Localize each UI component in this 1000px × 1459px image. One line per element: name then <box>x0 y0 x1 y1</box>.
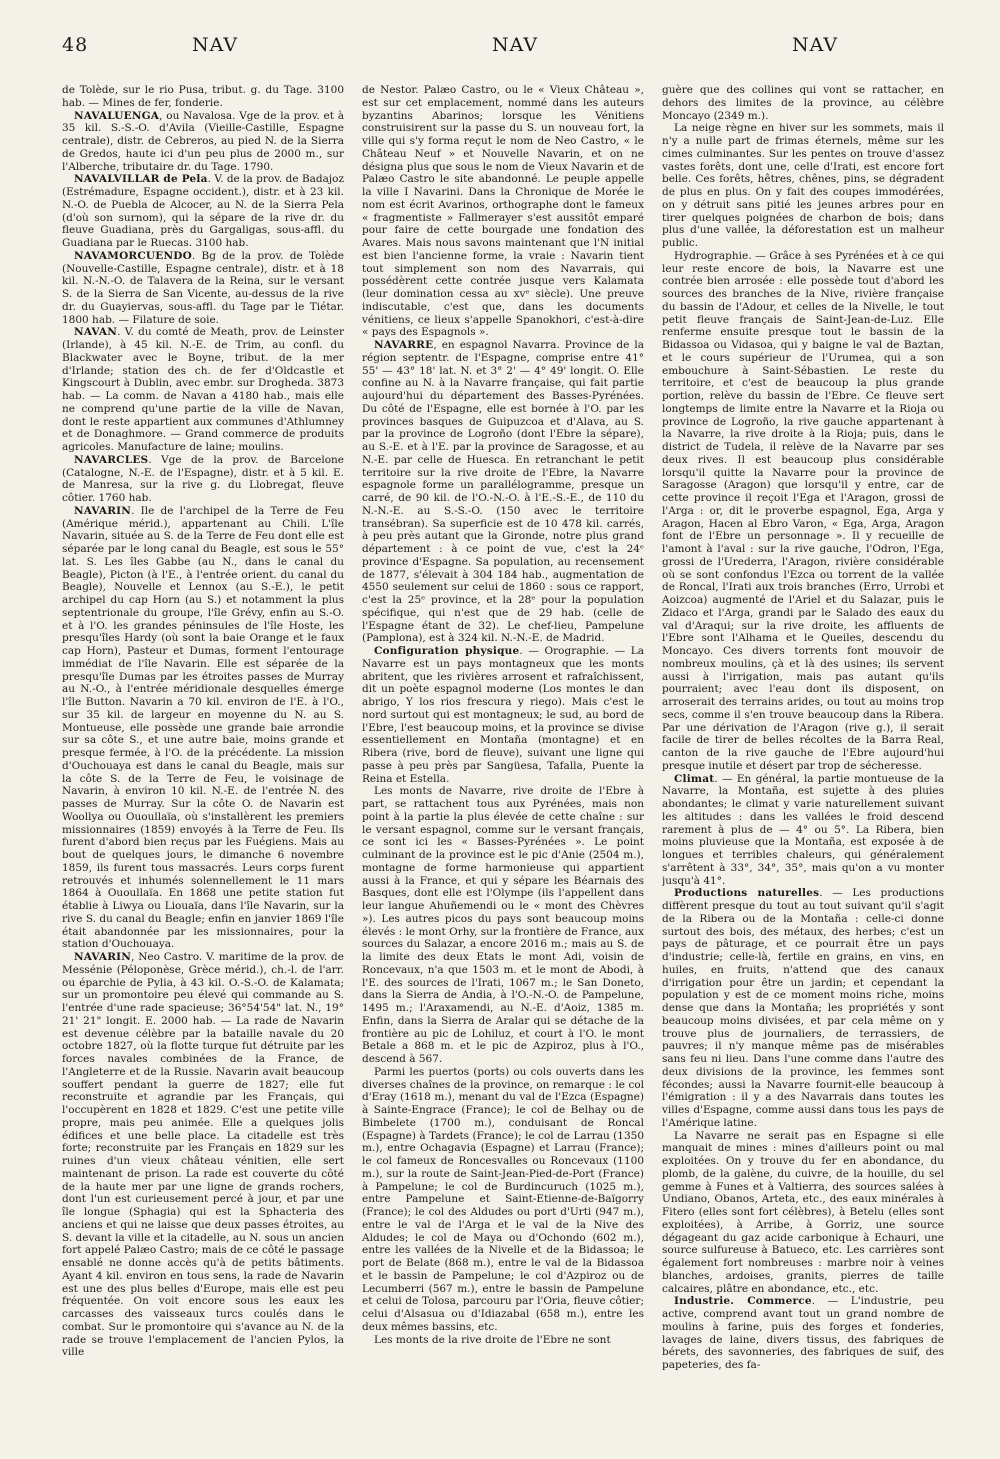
entry-text: . V. du comté de Meath, prov. de Leinster (Irlande), à 45 kil. N.-E. de Trim, au confl. du Blackwater avec le Boyne, tribut. de la mer d'Irlande; station des ch. de fer d'Oldcastle et Kingscourt à Dublin, avec embr. sur Drogheda. 3873 hab. — La comm. de Navan a 4180 hab., mais elle ne comprend qu'une partie de la ville de Navan, dont le reste appartient aux communes d'Athlumney et de Donaghmore. — Grand commerce de produits agricoles. Manufacture de laine; moulins. <box>62 326 344 453</box>
dictionary-entry <box>62 110 344 174</box>
entry-text: Les monts de Navarre, rive droite de l'Ebre à part, se rattachent tous aux Pyrénées, mais non point à la partie la plus élevée de cette chaîne : sur le versant espagnol, comme sur le versant français, ce sont ici les « Basses-Pyrénées ». Le point culminant de la province est le pic d'Anie (2504 m.), montagne de forme harmonieuse qui appartient aussi à la France, et qui y sépare les Béarnais des Basques, dont elle est l'Olympe (ils l'appellent dans leur langue Ahuñemendi ou le « mont des Chèvres »). Les autres picos du pays sont beaucoup moins élevés : le mont Orhy, sur la frontière de France, aux sources du Salazar, a encore 2016 m.; mais au S. de la limite des deux Etats le mont Adi, voisin de Roncevaux, n'a que 1503 m. et le mont de Abodi, à l'E. des sources de l'Irati, 1067 m.; le San Doneto, dans la Sierra de Andia, à l'O.-N.-O. de Pampelune, 1495 m.; l'Araxamendi, au N.-E. d'Aoiz, 1385 m. Enfin, dans la Sierra de Aralar qui se détache de la frontière au pic de Lohiluz, et court à l'O. le mont Betale a 868 m. et le pic de Azpiroz, plus à l'O., descend à 567. <box>362 785 644 1065</box>
column-middle <box>362 84 644 1459</box>
entry-text: . Ile de l'archipel de la Terre de Feu (Amérique mérid.), appartenant au Chili. L'île Navarin, située au S. de la Terre de Feu dont elle est séparée par le long canal du Beagle, est sous le 55° lat. S. Les îles Gabbe (au N., dans le canal du Beagle), Picton (à l'E., à l'entrée orient. du canal du Beagle), Nouvelle et Lennox (au S.-E.), le petit archipel du cap Horn (au S.) et notamment la plus septentrionale du groupe, l'île Grévy, enfin au S.-O. et à l'O. les grandes péninsules de l'île Hoste, les presqu'îles Hardy (où sont la baie Orange et le faux cap Horn), Pasteur et Dumas, forment l'entourage immédiat de l'île Navarin. Elle est séparée de la presqu'île Dumas par les étroites passes de Murray au N.-O., à l'entrée méridionale desquelles émerge l'île Button. Navarin a 70 kil. environ de l'E. à l'O., sur 35 kil. de largeur en moyenne du N. au S. Montueuse, elle possède une grande baie arrondie sur sa côte S., et une autre baie, moins grande et presque fermée, à l'O. de la précédente. La mission d'Ouchouaya est dans le canal du Beagle, mais sur la côte S. de la Terre de Feu, le voisinage de Navarin, à environ 10 kil. N.-E. de l'entrée N. des passes de Murray. Sur la côte O. de Navarin est Woollya ou Ououllaïa, où s'installèrent les premiers missionnaires (1859) envoyés à la Terre de Feu. Ils furent d'abord bien reçus par les Fuégiens. Mais au bout de quelques jours, le dimanche 6 novembre 1859, ils furent tous massacrés. Leurs corps furent retrouvés et inhumés solennellement le 11 mars 1864 à Ououllaïa. En 1868 une petite station fut établie à Liwya ou Liouaïa, dans l'île Navarin, sur la rive S. du canal du Beagle; enfin en janvier 1869 l'île était abandonnée par les missionnaires, pour la station d'Ouchouaya. <box>62 504 344 951</box>
entry-paragraph <box>662 84 944 122</box>
entry-text: . Vge de la prov. de Barcelone (Catalogne, N.-E. de l'Espagne), distr. et à 5 kil. E. de Manresa, sur la rive g. du Llobregat, fleuve côtier. 1760 hab. <box>62 453 344 504</box>
running-headword-left: NAV <box>192 34 239 56</box>
column-left <box>62 84 344 1459</box>
page-number: 48 <box>62 34 89 56</box>
entry-headword: NAVALUENGA <box>74 109 160 122</box>
entry-text: La Navarre ne serait pas en Espagne si elle manquait de mines : mines d'ailleurs point ou mal exploitées. On y trouve du fer en abondance, du plomb, de la galène, du cuivre, de la houille, du sel gemme à Funes et à Valtierra, des sources salées à Undiano, Obanos, Arteta, etc., des eaux minérales à Fitero (elles sont fort célèbres), à Betelu (elles sont exploitées), à Arribe, à Gorriz, une source dégageant du gaz acide carbonique à Echauri, une source sulfureuse à Batueco, etc. Les carrières sont également fort nombreuses : marbre noir à veines blanches, ardoises, granits, pierres de taille calcaires, plâtre en abondance, etc., etc. <box>662 1129 944 1295</box>
entry-headword: Climat <box>674 772 715 785</box>
entry-text: Hydrographie. — Grâce à ses Pyrénées et à ce qui leur reste encore de bois, la Navarre est une contrée bien arrosée : elle possède tout d'abord les sources des branches de la Nive, rivière française du bassin de l'Adour, et celles de la Nivelle, le tout petit fleuve français de Saint-Jean-de-Luz. Elle renferme ensuite presque tout le bassin de la Bidassoa ou Vidasoa, qui y baigne le val de Baztan, et le cours supérieur de l'Urumea, qui a son embouchure à Saint-Sébastien. Le reste du territoire, et c'est de beaucoup la plus grande portion, relève du bassin de l'Ebre. Ce fleuve sert longtemps de limite entre la Navarre et la Rioja ou province de Logroño, la rive gauche appartenant à la Navarre, la rive droite à la Rioja; puis, dans le district de Tudela, il relève de la Navarre par ses deux rives. Il est beaucoup plus considérable lorsqu'il quitte la Navarre pour la province de Saragosse (Aragon) que lorsqu'il y entre, car de cette province il reçoit l'Ega et l'Aragon, grossi de l'Arga : or, dit le proverbe espagnol, Ega, Arga y Aragon, Hacen al Ebro Varon, « Ega, Arga, Aragon font de l'Ebre un personnage ». Il y recueille de l'amont à l'aval : sur la rive gauche, l'Odron, l'Ega, grossi de l'Urederra, l'Aragon, rivière considérable où se sont confondus l'Ezca ou torrent de la vallée de Roncal, l'Irati aux trois branches (Erro, Urrobi et Aoizcoa) augmenté de l'Ariel et du Salazar, puis le Zidaco et l'Arga, grandi par le Salado des eaux du val d'Araqui; sur la rive droite, les affluents de l'Ebre sont l'Alhama et le Queiles, descendu du Moncayo. Ces divers torrents font mouvoir de nombreux moulins, çà et là des usines; ils servent aussi à l'irrigation, mais pas autant qu'ils pourraient; avec l'eau dont ils disposent, on arroserait des terrains arides, ou tout au moins trop secs, comme il s'en trouve beaucoup dans la Ribera. Par une dérivation de l'Aragon (rive g.), il serait facile de tirer de belles récoltes de la Barra Real, canton de la rive gauche de l'Ebre aujourd'hui presque inutile et désert par trop de sécheresse. <box>662 249 944 772</box>
column-right <box>662 84 944 1459</box>
running-headword-center: NAV <box>492 34 539 56</box>
dictionary-entry <box>62 951 344 1359</box>
dictionary-entry <box>62 173 344 250</box>
entry-headword: NAVAMORCUENDO <box>74 249 192 262</box>
entry-paragraph <box>362 84 644 339</box>
entry-text: , ou Navalosa. Vge de la prov. et à 35 kil. S.-S.-O. d'Avila (Vieille-Castille, Espagne centrale), distr. de Cebreros, au pied N. de la Sierra de Gredos, haute ici d'un peu plus de 2000 m., sur l'Alberche, tributaire dr. du Tage. 1790. <box>62 109 344 173</box>
dictionary-entry <box>662 1295 944 1372</box>
dictionary-entry <box>362 645 644 785</box>
entry-paragraph <box>62 84 344 110</box>
entry-text: . — Les productions diffèrent presque du tout au tout suivant qu'il s'agit de la Ribera ou de la Montaña : celle-ci donne surtout des bois, des métaux, des herbes; c'est un pays de pâturage, et ce pourrait être un pays d'industrie; celle-là, fertile en grains, en vins, en huiles, en fruits, n'attend que des canaux d'irrigation pour être un jardin; et cependant la population y est de ce moment moins riche, moins dense que dans la Montaña; les propriétés y sont beaucoup moins divisées, et par cela même on y trouve plus de journaliers, de terrassiers, de pauvres; il n'y manque même pas de misérables sans feu ni lieu. Dans l'une comme dans l'autre des deux divisions de la province, les femmes sont fécondes; aussi la Navarre fournit-elle beaucoup à l'émigration : il y a des Navarrais dans toutes les villes d'Espagne, comme aussi dans tous les pays de l'Amérique latine. <box>662 887 944 1129</box>
entry-headword: NAVARCLES <box>74 453 149 466</box>
entry-paragraph <box>662 250 944 773</box>
entry-paragraph <box>362 785 644 1066</box>
entry-text: , en espagnol Navarra. Province de la région septentr. de l'Espagne, comprise entre 41° 55' — 43° 18' lat. N. et 3° 2' — 4° 49' longit. O. Elle confine au N. à la Navarre française, qui fait partie aujourd'hui du département des Basses-Pyrénées. Du côté de l'Espagne, elle est bornée à l'O. par les provinces basques de Guipuzcoa et d'Alava, au S. par la province de Logroño (dont l'Ebre la sépare), au S.-E. et à l'E. par la province de Saragosse, et au N.-E. par celle de Huesca. En retranchant le petit territoire sur la rive droite de l'Ebre, la Navarre espagnole forme un parallélogramme, presque un carré, de 90 kil. de l'O.-N.-O. à l'E.-S.-E., de 110 du N.-N.-E. au S.-S.-O. (150 avec le territoire transébran). Sa superficie est de 10 478 kil. carrés, à peu près autant que la Gironde, notre plus grand département : à ce point de vue, c'est la 24ᵉ province d'Espagne. Sa population, au recensement de 1877, s'élevait à 304 184 hab., augmentation de 4550 seulement sur celui de 1860 : sous ce rapport, c'est la 25ᵉ province, et la 28ᵉ pour la population spécifique, qui n'est que de 29 hab. (celle de l'Espagne étant de 32). Le chef-lieu, Pampelune (Pamplona), est à 324 kil. N.-N.-E. de Madrid. <box>362 339 644 645</box>
entry-text: La neige règne en hiver sur les sommets, mais il n'y a nulle part de frimas éternels, même sur les cimes culminantes. Sur les pentes on trouve d'assez vastes forêts, dont une, celle d'Irati, est encore fort belle. Ces forêts, hêtres, chênes, pins, se dégradent de plus en plus. On y fait des coupes immodérées, on y détruit sans pitié les jeunes arbres pour en tirer quelques poignées de charbon de bois; dans plus d'une vallée, la déforestation est un malheur public. <box>662 122 944 249</box>
running-header <box>62 34 970 64</box>
entry-headword: Configuration physique <box>374 645 520 657</box>
entry-paragraph <box>662 122 944 250</box>
dictionary-entry <box>62 250 344 327</box>
dictionary-entry <box>362 339 644 645</box>
dictionary-entry <box>62 454 344 505</box>
dictionary-entry <box>662 773 944 888</box>
entry-paragraph <box>662 1130 944 1296</box>
entry-headword: NAVAN <box>74 326 118 339</box>
entry-text: guère que des collines qui vont se rattacher, en dehors des limites de la province, au célèbre Moncayo (2349 m.). <box>662 84 944 122</box>
entry-text: Parmi les puertos (ports) ou cols ouverts dans les diverses chaînes de la province, on remarque : le col d'Eray (1618 m.), menant du val de l'Ezca (Espagne) à Sainte-Engrace (France); le col de Belhay ou de Bimbelete (1700 m.), conduisant de Roncal (Espagne) à Tardets (France); le col de Larrau (1350 m.), entre Ochagavia (Espagne) et Larrau (France); le col fameux de Roncesvalles ou Roncevaux (1100 m.), sur la route de Saint-Jean-Pied-de-Port (France) à Pampelune; le col de Burdincuruch (1025 m.), entre Pampelune et Saint-Etienne-de-Baïgorry (France); le col des Aldudes ou port d'Urti (947 m.), entre le val de l'Arga et le val de la Nive des Aldudes; le col de Maya ou d'Ochondo (602 m.), entre les vallées de la Nivelle et de la Bidassoa; le port de Belate (868 m.), entre le val de la Bidassoa et le bassin de Pampelune; le col d'Azpiroz ou de Lecumberri (567 m.), entre le bassin de Pampelune et celui de Tolosa, parcouru par l'Oria, fleuve côtier; celui d'Alsasua ou d'Idiazabal (658 m.), entre les deux mêmes bassins, etc. <box>362 1065 644 1333</box>
running-headword-right: NAV <box>792 34 839 56</box>
entry-text: . Bg de la prov. de Tolède (Nouvelle-Castille, Espagne centrale), distr. et à 18 kil. N.-N.-O. de Talavera de la Reina, sur le versant S. de la Sierra de San Vicente, au-dessus de la rive dr. du Guayiervas, sous-affl. du Tage par le Tiétar. 1800 hab. — Filature de soie. <box>62 249 344 326</box>
entry-headword: Industrie. Commerce <box>674 1295 812 1308</box>
entry-text: . V. de la prov. de Badajoz (Estrémadure, Espagne occident.), distr. et à 23 kil. N.-O. de Puebla de Alcocer, au N. de la Sierra Pela (d'où son surnom), qui la sépare de la rive dr. du fleuve Guadiana, près du Gargaligas, sous-affl. du Guadiana par le Ruecas. 3100 hab. <box>62 173 344 249</box>
dictionary-entry <box>662 887 944 1129</box>
entry-headword: NAVARRE <box>374 339 434 351</box>
entry-headword: NAVARIN <box>74 951 132 963</box>
entry-headword: NAVARIN <box>74 504 132 517</box>
entry-paragraph <box>362 1334 644 1347</box>
dictionary-entry <box>62 505 344 951</box>
entry-headword: Productions naturelles <box>674 887 820 900</box>
entry-text: . — L'industrie, peu active, comprend avant tout un grand nombre de moulins à farine, puis des forges et fonderies, lavages de laine, divers tissus, des fabriques de bérets, des savonneries, des fabriques de suif, des papeteries, des fa- <box>662 1295 944 1371</box>
entry-text: de Nestor. Palæo Castro, ou le « Vieux Château », est sur cet emplacement, nommé dans les auteurs byzantins Abarinos; lorsque les Vénitiens construisirent sur la passe du S. un nouveau fort, la ville qui s'y forma reçut le nom de Neo Castro, « le Château Neuf » et Nouvelle Navarin, et on ne désigna plus que sous le nom de Vieux Navarin et de Palæo Castro le site abandonné. Le peuple appelle la ville I Navarini. Dans la Chronique de Morée le nom est écrit Avarinos, orthographe dont le fameux « fragmentiste » Fallmerayer s'est aussitôt emparé pour faire de cette bourgade une fondation des Avares. Mais nous savons maintenant que l'N initial est bien l'ancienne forme, la vraie : Navarin tient tout simplement son nom des Navarrais, qui possédèrent cette contrée jusque vers Kalamata (leur domination cessa au xvᵉ siècle). Une preuve indiscutable, c'est que, dans les documents vénitiens, ce lieux s'appelle Spanokhori, c'est-à-dire « pays des Espagnols ». <box>362 84 644 339</box>
entry-paragraph <box>362 1066 644 1334</box>
dictionary-entry <box>62 326 344 454</box>
entry-text: Les monts de la rive droite de l'Ebre ne sont <box>374 1333 611 1346</box>
entry-text: de Tolède, sur le rio Pusa, tribut. g. du Tage. 3100 hab. — Mines de fer, fonderie. <box>62 84 344 109</box>
entry-text: , Neo Castro. V. maritime de la prov. de Messénie (Péloponèse, Grèce mérid.), ch.-l. de l'arr. ou éparchie de Pylia, à 43 kil. O.-S.-O. de Kalamata; sur un promontoire peu élevé qui commande au S. l'entrée d'une rade spacieuse; 36°54'54" lat. N., 19° 21' 21" longit. E. 2000 hab. — La rade de Navarin est devenue célèbre par la bataille navale du 20 octobre 1827, où la flotte turque fut détruite par les forces navales combinées de la France, de l'Angleterre et de la Russie. Navarin avait beaucoup souffert pendant la guerre de 1827; elle fut reconstruite et agrandie par les Français, qui l'occupèrent en 1828 et 1829. C'est une petite ville propre, mais peu animée. Elle a quelques jolis édifices et une belle place. La citadelle est très forte; reconstruite par les Français en 1829 sur les ruines d'un vieux château vénitien, elle sert maintenant de prison. La rade est couverte du côté de la haute mer par une ligne de grands rochers, dont l'un est curieusement percé à jour, et par une île longue (Sphagia) qui est la Sphacteria des anciens et qui ne laisse que deux passes étroites, au S. devant la ville et la citadelle, au N. sous un ancien fort appelé Palæo Castro; mais de ce côté le passage ensablé ne donne accès qu'à de petits bâtiments. Ayant 4 kil. environ en tous sens, la rade de Navarin est une des plus belles d'Europe, mais elle est peu fréquentée. On voit encore sous les eaux les carcasses des vaisseaux turcs coulés dans le combat. Sur le promontoire qui s'avance au N. de la rade se trouve l'emplacement de l'ancien Pylos, la ville <box>62 951 344 1359</box>
text-columns <box>62 84 970 1459</box>
entry-text: . — Orographie. — La Navarre est un pays montagneux que les monts abritent, que les rivières arrosent et rafraîchissent, dit un poète espagnol moderne (Los montes le dan abrigo, Y los rios frescura y riego). Mais c'est le nord surtout qui est montagneux; le sud, au bord de l'Ebre, l'est beaucoup moins, et la province se divise essentiellement en Montaña (montagne) et en Ribera (rive, bord de fleuve), suivant une ligne qui passe à peu près par Sangüesa, Tafalla, Puente la Reina et Estella. <box>362 645 644 785</box>
entry-headword: NAVALVILLAR de Pela <box>74 173 208 186</box>
entry-text: . — En général, la partie montueuse de la Navarre, la Montaña, est sujette à des pluies abondantes; le climat y varie naturellement suivant les altitudes : dans les vallées le froid descend rarement à plus de — 4° ou 5°. La Ribera, bien moins pluvieuse que la Montaña, est exposée à de longues et terribles chaleurs, qui généralement s'arrêtent à 33°, 34°, 35°, mais qu'on a vu monter jusqu'à 41°. <box>662 772 944 887</box>
